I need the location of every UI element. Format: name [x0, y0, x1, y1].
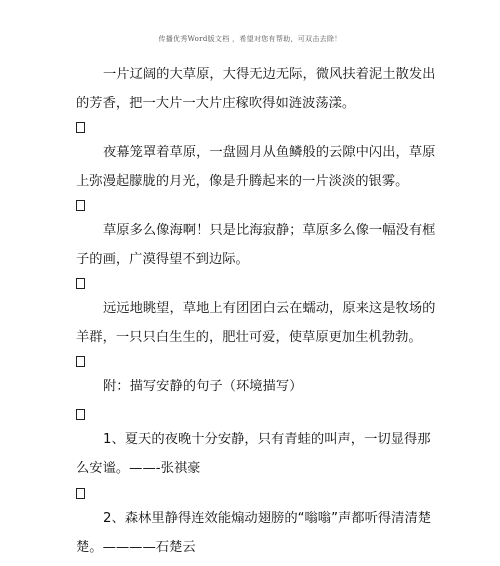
document-header: 传播优秀Word版文档 ，希望对您有帮助，可双击去除！ [158, 35, 342, 43]
paragraph-2: 夜幕笼罩着草原，一盘圆月从鱼鳞般的云隙中闪出，草原上弥漫起朦胧的月光，像是升腾起来的一片淡淡的银雾。 [76, 145, 436, 189]
quote-1: 1、夏天的夜晚十分安静，只有青蛙的叫声，一切显得那么安谧。——-张祺豪 [76, 432, 431, 476]
paragraph-4: 远远地眺望，草地上有团团白云在蠕动，原来这是牧场的羊群，一只只白生生的，肥壮可爱，使草原更加生机勃勃。 [76, 301, 436, 345]
missing-glyph-box [76, 200, 85, 211]
missing-glyph-box [76, 356, 85, 367]
missing-glyph-box [76, 122, 85, 133]
paragraph-1: 一片辽阔的大草原，大得无边无际，微风扶着泥土散发出的芳香，把一大片一大片庄稼吹得如涟波荡漾。 [76, 67, 436, 111]
missing-glyph-box [76, 488, 85, 499]
missing-glyph-box [76, 409, 85, 420]
quote-2: 2、森林里静得连效能煽动翅膀的“嗡嗡”声都听得清清楚楚。————石楚云 [76, 511, 432, 555]
appendix-heading: 附：描写安静的句子（环境描写） [103, 379, 303, 394]
missing-glyph-box [76, 278, 85, 289]
paragraph-3: 草原多么像海啊！只是比海寂静；草原多么像一幅没有框子的画，广漠得望不到边际。 [76, 223, 436, 267]
